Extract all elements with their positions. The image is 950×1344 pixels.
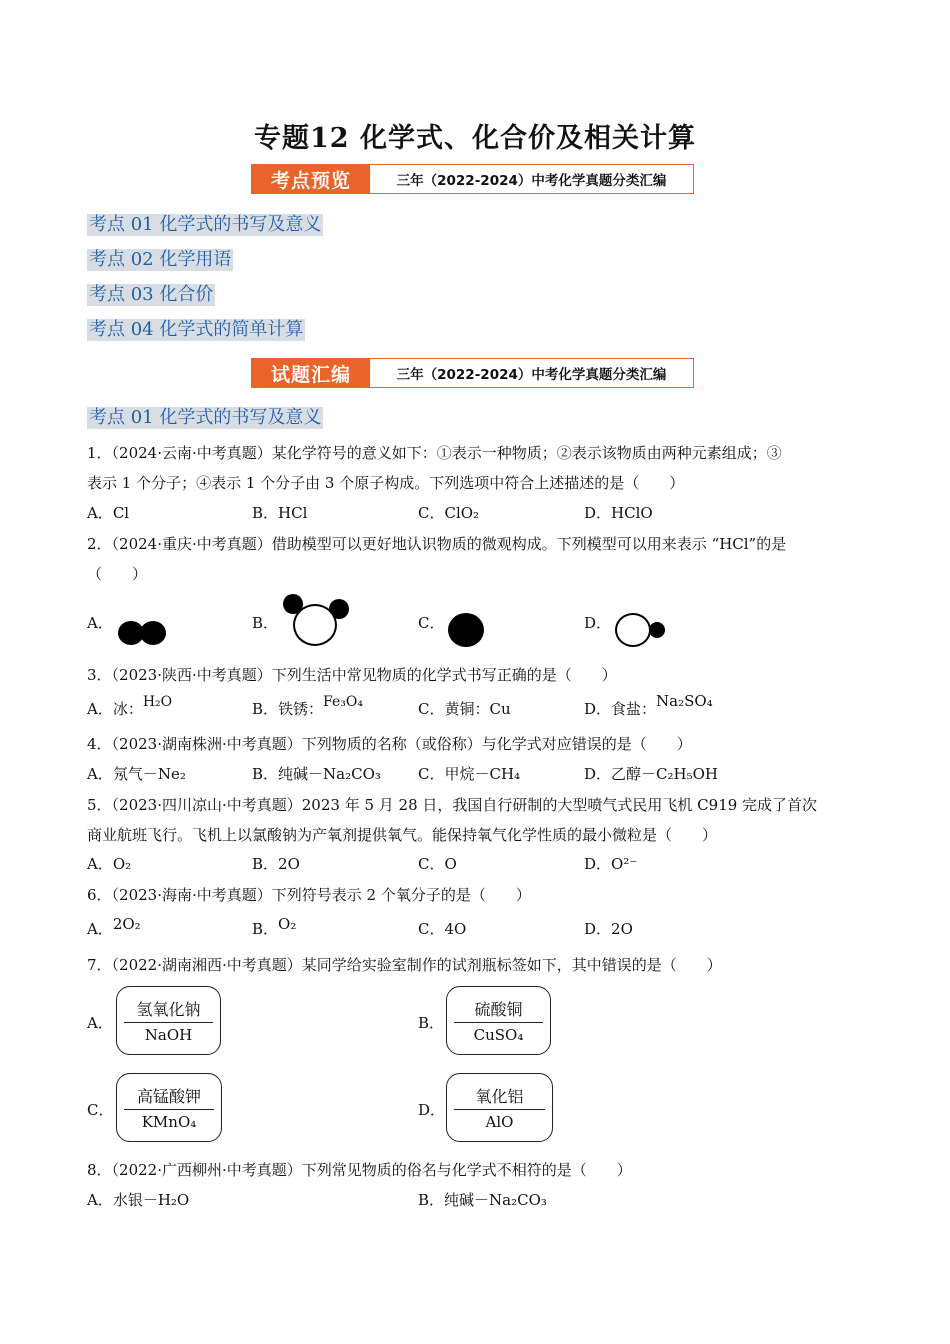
q7-option-a: A． [87, 1014, 113, 1032]
question-1-stem: 1．（2024·云南·中考真题）某化学符号的意义如下：①表示一种物质；②表示该物质由两种元素组成；③ [87, 444, 782, 462]
question-6-stem: 6．（2023·海南·中考真题）下列符号表示 2 个氧分子的是（ ） [87, 886, 531, 904]
label-formula: AlO [485, 1113, 514, 1131]
banner-tag: 考点预览 [252, 165, 370, 193]
model-d-large-atom [615, 613, 651, 647]
label-formula: KMnO₄ [141, 1113, 197, 1131]
banner-subtitle: 三年（2022-2024）中考化学真题分类汇编 [396, 173, 667, 189]
q4-option-d: D．乙醇－C₂H₅OH [584, 765, 718, 783]
q7-label-d [446, 1073, 553, 1142]
toc-item-1[interactable]: 考点 01 化学式的书写及意义 [89, 214, 322, 235]
question-5-stem: 5．（2023·四川凉山·中考真题）2023 年 5 月 28 日，我国自行研制的大型喷气式民用飞机 C919 完成了首次 [87, 796, 818, 814]
q4-option-a: A．氖气－Ne₂ [87, 765, 186, 783]
q5-option-c: C．O [418, 855, 457, 873]
q1-option-a: A．Cl [87, 504, 130, 522]
q3-option-a-formula: H₂O [142, 694, 173, 710]
section-heading: 考点 01 化学式的书写及意义 [89, 407, 322, 428]
q7-label-c [116, 1073, 222, 1142]
q6-option-d: D．2O [584, 920, 633, 938]
question-1-stem-cont: 表示 1 个分子；④表示 1 个分子由 3 个原子构成。下列选项中符合上述描述的是（ ） [87, 474, 685, 492]
q3-option-d-label: D．食盐： [584, 700, 657, 718]
q3-option-b [252, 694, 363, 720]
q1-option-b: B．HCl [252, 504, 308, 522]
label-formula: NaOH [144, 1026, 193, 1044]
model-b-large-atom [293, 604, 337, 646]
model-c-atom [448, 613, 484, 647]
label-name: 高锰酸钾 [136, 1087, 201, 1106]
banner-tag: 试题汇编 [252, 359, 370, 387]
q7-label-b [446, 986, 551, 1055]
question-2-stem: 2．（2024·重庆·中考真题）借助模型可以更好地认识物质的微观构成。下列模型可以用来表示 “HCl”的是 [87, 535, 787, 553]
q4-option-b: B．纯碱－Na₂CO₃ [252, 765, 381, 783]
q6-option-b-label: B． [252, 920, 279, 938]
q3-option-d-formula: Na₂SO₄ [656, 692, 713, 710]
label-name: 氢氧化钠 [136, 1000, 201, 1019]
q2-option-d: D． [584, 614, 612, 632]
q2-option-a: A． [87, 614, 113, 632]
label-name: 硫酸铜 [474, 1000, 523, 1019]
q1-option-d: D．HClO [584, 504, 653, 522]
question-5-stem-cont: 商业航班飞行。飞机上以氯酸钠为产氧剂提供氧气。能保持氧气化学性质的最小微粒是（ ） [87, 826, 718, 844]
question-4-stem: 4．（2023·湖南株洲·中考真题）下列物质的名称（或俗称）与化学式对应错误的是（ ） [87, 735, 692, 753]
q5-option-b: B．2O [252, 855, 300, 873]
label-formula: CuSO₄ [473, 1026, 524, 1044]
toc-item-3[interactable]: 考点 03 化合价 [89, 284, 214, 305]
banner-subtitle: 三年（2022-2024）中考化学真题分类汇编 [396, 367, 667, 383]
q7-label-a [116, 986, 221, 1055]
q7-option-d: D． [418, 1101, 446, 1119]
q8-option-b: B．纯碱－Na₂CO₃ [418, 1191, 547, 1209]
q3-option-b-label: B．铁锈： [252, 700, 324, 718]
q2-option-b: B． [252, 614, 279, 632]
q1-option-c: C．ClO₂ [418, 504, 480, 522]
q6-option-a [87, 915, 141, 939]
model-a-atom-2 [140, 621, 166, 645]
question-3-stem: 3．（2023·陕西·中考真题）下列生活中常见物质的化学式书写正确的是（ ） [87, 666, 617, 684]
question-7-stem: 7．（2022·湖南湘西·中考真题）某同学给实验室制作的试剂瓶标签如下，其中错误的是（ ） [87, 956, 722, 974]
exercises-banner [251, 358, 694, 388]
q3-option-d [584, 692, 713, 719]
q6-option-c: C．4O [418, 920, 467, 938]
question-2-stem-cont: （ ） [87, 565, 148, 583]
q6-option-a-formula: 2O₂ [112, 915, 141, 933]
label-name: 氧化铝 [475, 1087, 524, 1106]
q6-option-b-formula: O₂ [278, 915, 297, 933]
q7-option-b: B． [418, 1014, 445, 1032]
question-8-stem: 8．（2022·广西柳州·中考真题）下列常见物质的俗名与化学式不相符的是（ ） [87, 1161, 632, 1179]
preview-banner [251, 164, 694, 194]
q3-option-a-label: A．冰： [87, 700, 143, 718]
q3-option-a [87, 694, 173, 720]
q3-option-b-formula: Fe₃O₄ [323, 694, 363, 710]
page-title: 专题12 化学式、化合价及相关计算 [254, 123, 696, 154]
q6-option-b [252, 915, 297, 939]
q5-option-a: A．O₂ [87, 855, 132, 873]
q8-option-a: A．水银－H₂O [87, 1191, 190, 1209]
q2-option-c: C． [418, 614, 445, 632]
q7-option-c: C． [87, 1101, 114, 1119]
q4-option-c: C．甲烷－CH₄ [418, 765, 521, 783]
q6-option-a-label: A． [87, 920, 113, 938]
model-d-small-atom [649, 622, 665, 638]
toc-item-4[interactable]: 考点 04 化学式的简单计算 [89, 319, 304, 340]
q3-option-c: C．黄铜：Cu [418, 700, 511, 718]
toc-item-2[interactable]: 考点 02 化学用语 [89, 249, 232, 270]
q5-option-d: D．O²⁻ [584, 855, 638, 873]
